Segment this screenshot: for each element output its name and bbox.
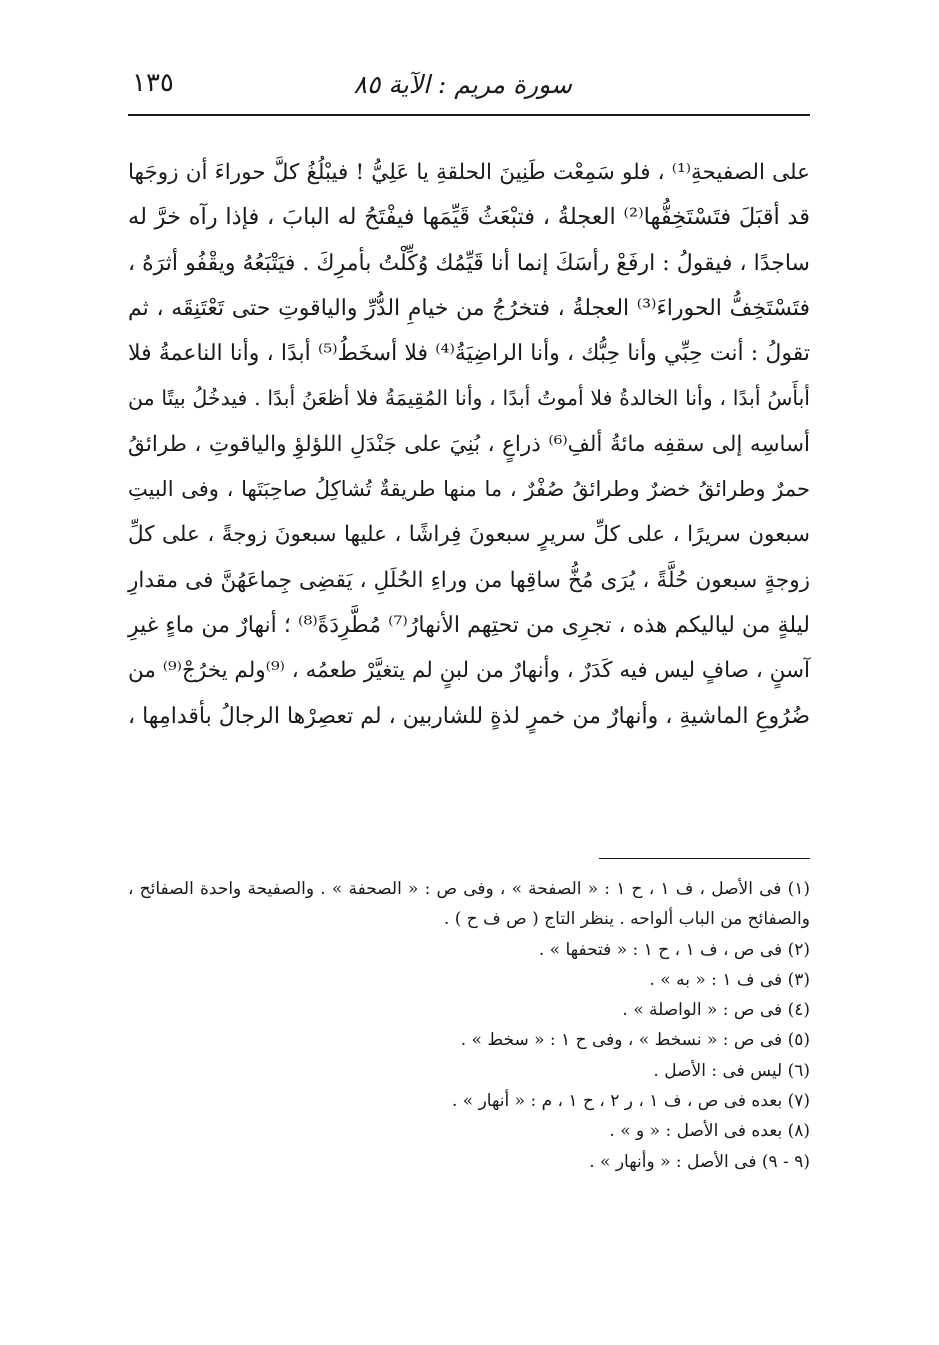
footnote-7: (٧) بعده فى ص ، ف ١ ، ر ٢ ، ح ١ ، م : « أنهار » .: [451, 1091, 810, 1112]
footnotes: [128, 874, 810, 1177]
page-number: ١٣٥: [132, 68, 174, 98]
text-line: آسنٍ ، صافٍ ليس فيه كَدَرٌ ، وأنهارٌ من لبنٍ لم يتغيَّرْ طعمُه ، ⁽⁹⁾ولم يخرُجْ⁽⁹⁾ من: [128, 658, 811, 684]
text-line: سبعون سريرًا ، على كلِّ سريرٍ سبعونَ فِراشًا ، عليها سبعونَ زوجةً ، على كلِّ: [128, 522, 810, 548]
footnote-9: (٩ - ٩) فى الأصل : « وأنهار » .: [589, 1151, 810, 1172]
page-header: [128, 62, 810, 110]
text-line: ساجدًا ، فيقولُ : ارفَعْ رأسَكَ إنما أنا قَيِّمُك وُكِّلْتُ بأمرِكَ . فيَتْبَعُهُ ويقْفُو أثرَهُ ،: [128, 250, 810, 276]
text-line: حمرٌ وطرائقُ خضرٌ وطرائقُ صُفْرٌ ، ما منها طريقةٌ تُشاكِلُ صاحِبَتَها ، وفى البيتِ: [128, 477, 810, 502]
text-line: على الصفيحةِ⁽¹⁾ ، فلو سَمِعْت طَنِينَ الحلقةِ يا عَلِيُّ ! فيبْلُغُ كلَّ حوراءَ أن زوجَها: [128, 160, 810, 185]
main-text: [128, 150, 810, 739]
text-line: أساسِه إلى سقفِه مائةُ ألفِ⁽⁶⁾ ذراعٍ ، بُنِيَ على جَنْدَلِ اللؤلؤِ والياقوتِ ، طرائقُ: [128, 431, 811, 457]
header-rule: [128, 114, 810, 116]
footnote-1-continued: والصفائح من الباب ألواحه . ينظر التاج ( ص ف ح ) .: [443, 909, 810, 930]
text-line: ضُرُوعِ الماشيةِ ، وأنهارٌ من خمرٍ لذةٍ للشاربين ، لم تعصِرْها الرجالُ بأقدامِها ،: [128, 703, 810, 729]
footnote-6: (٦) ليس فى : الأصل .: [653, 1060, 810, 1081]
footnote-separator: [599, 858, 810, 859]
footnote-8: (٨) بعده فى الأصل : « و » .: [609, 1121, 810, 1142]
text-line: ليلةٍ من لياليكم هذه ، تجرِى من تحتِهم الأنهارُ⁽⁷⁾ مُطَّرِدَةً⁽⁸⁾ ؛ أنهارٌ من ماءٍ غيرِ: [128, 612, 811, 638]
footnote-1: (١) فى الأصل ، ف ١ ، ح ١ : « الصفحة » ، وفى ص : « الصحفة » . والصفيحة واحدة الصفائح ،: [128, 879, 811, 899]
footnote-5: (٥) فى ص : « نسخط » ، وفى ح ١ : « سخط » .: [460, 1030, 810, 1051]
footnote-3: (٣) فى ف ١ : « به » .: [649, 969, 810, 990]
text-line: قد أقبَلَ فتَسْتَخِفُّها⁽²⁾ العجلةُ ، فتبْعَثُ قَيِّمَها فيفْتَحُ له البابَ ، فإذا رآه خرَّ له: [128, 204, 810, 231]
running-title: سورة مريم : الآية ٨٥: [353, 70, 572, 99]
footnote-4: (٤) فى ص : « الواصلة » .: [622, 1000, 810, 1021]
text-line: فتَسْتَخِفُّ الحوراءَ⁽³⁾ العجلةُ ، فتخرُجُ من خيامِ الدُّرِّ والياقوتِ حتى تَعْتَنِقَه ، ثم: [128, 295, 810, 321]
text-line: أبأَسُ أبدًا ، وأنا الخالدةُ فلا أموتُ أبدًا ، وأنا المُقِيمَةُ فلا أظعَنُ أبدًا . فيدخُلُ بيتًا من: [128, 386, 810, 411]
footnote-2: (٢) فى ص ، ف ١ ، ح ١ : « فتحفها » .: [538, 939, 810, 960]
text-line: زوجةٍ سبعون حُلَّةً ، يُرَى مُخُّ ساقِها من وراءِ الحُلَلِ ، يَقضِى جِماعَهُنَّ فى مقدارِ: [128, 567, 810, 593]
text-line: تقولُ : أنت حِبِّي وأنا حِبُّك ، وأنا الراضِيَةُ⁽⁴⁾ فلا أسخَطُ⁽⁵⁾ أبدًا ، وأنا الناعمةُ فلا: [128, 341, 810, 367]
